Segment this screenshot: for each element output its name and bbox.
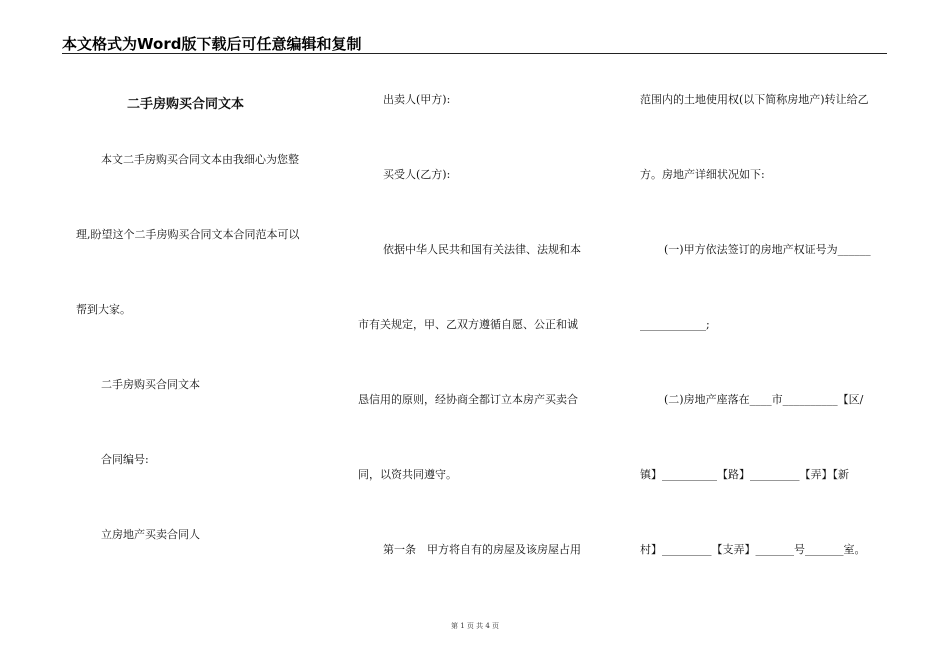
left-line-3: 帮到大家。	[76, 303, 131, 316]
left-line-6: 立房地产买卖合同人	[101, 528, 200, 541]
left-line-1: 本文二手房购买合同文本由我细心为您整	[101, 153, 299, 166]
middle-line-4: 市有关规定，甲、乙双方遵循自愿、公正和诚	[358, 318, 578, 331]
right-line-6: 镇】__________【路】_________【弄】【新	[640, 468, 849, 481]
left-line-2: 理,盼望这个二手房购买合同文本合同范本可以	[76, 228, 300, 241]
middle-line-5: 恳信用的原则，经协商全都订立本房产买卖合	[358, 393, 578, 406]
middle-line-3: 依据中华人民共和国有关法律、法规和本	[383, 243, 581, 256]
right-line-2: 方。房地产详细状况如下:	[640, 168, 765, 181]
left-line-5: 合同编号:	[101, 453, 149, 466]
middle-line-2: 买受人(乙方):	[383, 168, 451, 181]
page-number: 第 1 页 共 4 页	[450, 622, 500, 630]
right-line-5: (二)房地产座落在____市__________【区/	[664, 393, 864, 406]
middle-line-6: 同，以资共同遵守。	[358, 468, 457, 481]
header-divider	[62, 53, 887, 54]
right-line-4: ____________;	[640, 318, 710, 331]
left-line-4: 二手房购买合同文本	[101, 378, 200, 391]
right-line-3: (一)甲方依法签订的房地产权证号为______	[664, 243, 871, 256]
contract-title: 二手房购买合同文本	[127, 97, 245, 112]
right-line-1: 范围内的土地使用权(以下简称房地产)转让给乙	[640, 93, 869, 106]
middle-line-7: 第一条 甲方将自有的房屋及该房屋占用	[383, 543, 581, 556]
right-line-7: 村】_________【支弄】_______号_______室。	[640, 543, 866, 556]
document-header-title: 本文格式为Word版下载后可任意编辑和复制	[62, 35, 362, 53]
middle-line-1: 出卖人(甲方):	[383, 93, 451, 106]
